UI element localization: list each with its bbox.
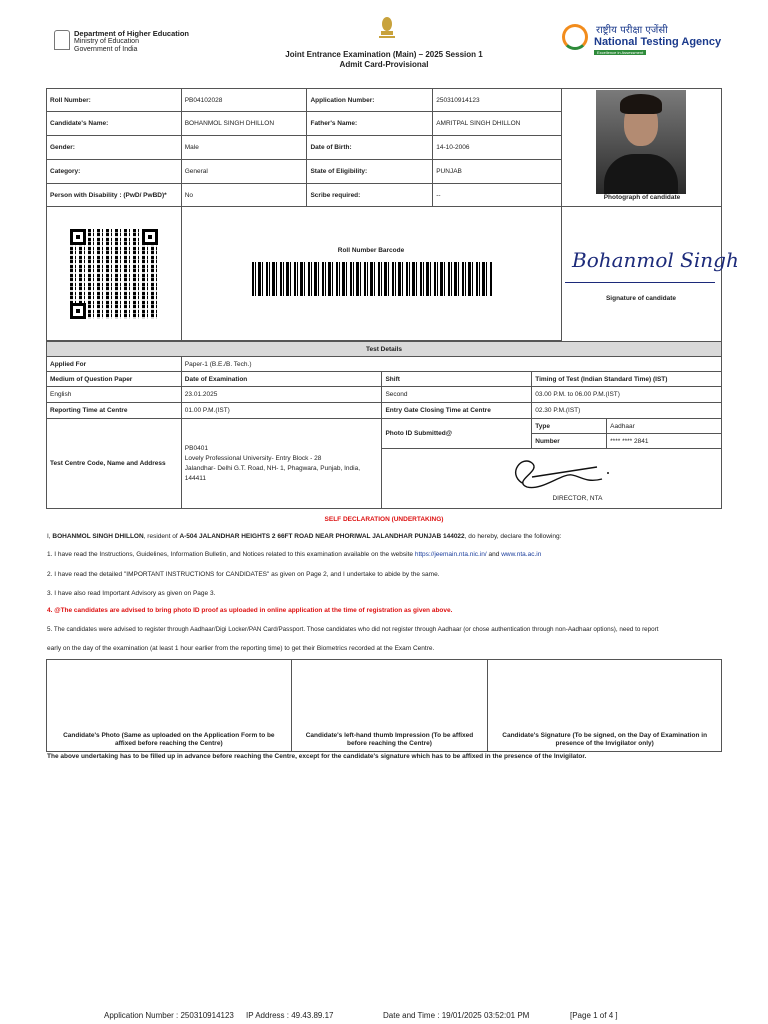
id-number-value: **** **** 2841 xyxy=(607,434,722,449)
intro-name: BOHANMOL SINGH DHILLON xyxy=(52,533,144,540)
roll-label: Roll Number: xyxy=(47,89,182,112)
centre-line: Lovely Professional University- Entry Block - 28 xyxy=(184,454,322,462)
candidate-signature-box: Candidate's Signature (To be signed, on the Day of Examination in presence of the Invigilator only) xyxy=(488,660,722,752)
table-row xyxy=(47,112,562,136)
intro-address: A-504 JALANDHAR HEIGHTS 2 66FT ROAD NEAR PHORIWAL JALANDHAR PUNJAB 144022 xyxy=(179,533,465,540)
timing-label: Timing of Test (Indian Standard Time) (IST) xyxy=(532,372,722,387)
id-type-value: Aadhaar xyxy=(607,419,722,434)
application-label: Application Number: xyxy=(307,89,433,112)
id-number-label: Number xyxy=(532,434,607,449)
footer-ip: IP Address : 49.43.89.17 xyxy=(246,1011,334,1020)
scribe-value: -- xyxy=(433,184,562,207)
shift-label: Shift xyxy=(382,372,532,387)
medium-value: English xyxy=(47,387,182,403)
declaration-point-5a: 5. The candidates were advised to register through Aadhaar/Digi Locker/PAN Card/Passport. Those candidates who did not register through Aadhaar (or chose authentication through non-Aadhaar options), need to report xyxy=(47,626,659,633)
shift-value: Second xyxy=(382,387,532,403)
intro-text: , do hereby, declare the following: xyxy=(464,533,562,540)
jeemain-link[interactable]: https://jeemain.nta.nic.in/ xyxy=(414,551,487,558)
name-value: BOHANMOL SINGH DHILLON xyxy=(181,112,307,136)
reporting-label: Reporting Time at Centre xyxy=(47,403,182,419)
pwd-value: No xyxy=(181,184,307,207)
father-label: Father's Name: xyxy=(307,112,433,136)
roll-barcode xyxy=(252,262,492,296)
declaration-point-2: 2. I have read the detailed "IMPORTANT INSTRUCTIONS for CANDIDATES" as given on Page 2, and I undertake to abide by the same. xyxy=(47,571,440,578)
table-row xyxy=(47,403,722,419)
test-details-table xyxy=(46,341,722,509)
test-details-header: Test Details xyxy=(47,342,722,357)
point-text: and xyxy=(486,551,502,558)
table-row xyxy=(47,372,722,387)
gender-value: Male xyxy=(181,136,307,160)
footer-application: Application Number : 250310914123 xyxy=(104,1011,234,1020)
table-row xyxy=(47,89,562,112)
photo-id-label: Photo ID Submitted@ xyxy=(382,419,532,449)
declaration-point-1 xyxy=(47,551,541,558)
table-row xyxy=(47,387,722,403)
director-title: DIRECTOR, NTA xyxy=(552,495,603,502)
applied-label: Applied For xyxy=(47,357,182,372)
nta-logo-icon xyxy=(562,24,588,50)
category-value: General xyxy=(181,160,307,184)
dept-block xyxy=(54,29,190,53)
exam-name: Joint Entrance Examination (Main) – 2025 Session 1 xyxy=(285,50,483,59)
centre-line: 144411 xyxy=(184,474,207,482)
gate-value: 02.30 P.M.(IST) xyxy=(532,403,722,419)
document-title: Admit Card-Provisional xyxy=(339,60,429,69)
candidate-photo xyxy=(596,90,686,194)
scribe-label: Scribe required: xyxy=(307,184,433,207)
reporting-value: 01.00 P.M.(IST) xyxy=(181,403,382,419)
timing-value: 03.00 P.M. to 06.00 P.M.(IST) xyxy=(532,387,722,403)
dept-name: Department of Higher Education xyxy=(74,29,190,38)
dob-label: Date of Birth: xyxy=(307,136,433,160)
intro-text: , resident of xyxy=(143,533,180,540)
nta-link[interactable]: www.nta.ac.in xyxy=(501,551,542,558)
undertaking-boxes xyxy=(46,659,722,752)
date-value: 23.01.2025 xyxy=(181,387,382,403)
centre-code: PB0401 xyxy=(184,444,208,452)
medium-label: Medium of Question Paper xyxy=(47,372,182,387)
nta-hindi-name: राष्ट्रीय परीक्षा एजेंसी xyxy=(596,25,668,36)
footer-datetime: Date and Time : 19/01/2025 03:52:01 PM xyxy=(383,1011,530,1020)
director-signature-cell xyxy=(382,449,722,509)
applied-value: Paper-1 (B.E./B. Tech.) xyxy=(181,357,721,372)
qr-code xyxy=(70,229,158,319)
pwd-label: Person with Disability : (PwD/ PwBD)* xyxy=(47,184,182,207)
application-value: 250310914123 xyxy=(433,89,562,112)
table-row xyxy=(47,184,562,207)
candidate-signature: Bohanmol Singh xyxy=(572,248,739,272)
signature-caption: Signature of candidate xyxy=(605,295,677,302)
dob-value: 14-10-2006 xyxy=(433,136,562,160)
declaration-point-3: 3. I have also read Important Advisory as given on Page 3. xyxy=(47,590,216,597)
national-emblem-icon xyxy=(54,30,70,50)
id-type-label: Type xyxy=(532,419,607,434)
exam-title xyxy=(0,50,768,70)
table-row xyxy=(47,342,722,357)
centre-line: Jalandhar- Delhi G.T. Road, NH- 1, Phagwara, Punjab, India, xyxy=(184,464,361,472)
declaration-title: SELF DECLARATION (UNDERTAKING) xyxy=(324,516,444,523)
table-row xyxy=(47,419,722,434)
state-value: PUNJAB xyxy=(433,160,562,184)
table-row xyxy=(47,357,722,372)
candidate-photo-box: Candidate's Photo (Same as uploaded on the Application Form to be affixed before reaching the Centre) xyxy=(47,660,292,752)
table-row xyxy=(47,660,722,752)
nta-name: National Testing Agency xyxy=(594,36,722,48)
roll-value: PB04102028 xyxy=(181,89,307,112)
gate-label: Entry Gate Closing Time at Centre xyxy=(382,403,532,419)
national-emblem-icon xyxy=(377,16,397,42)
photo-caption: Photograph of candidate xyxy=(603,194,681,201)
state-label: State of Eligibility: xyxy=(307,160,433,184)
date-label: Date of Examination xyxy=(181,372,382,387)
declaration-point-4: 4. @The candidates are advised to bring photo ID proof as uploaded in online application at the time of registration as given above. xyxy=(47,607,453,614)
father-value: AMRITPAL SINGH DHILLON xyxy=(433,112,562,136)
table-row xyxy=(47,136,562,160)
divider xyxy=(561,206,722,207)
intro-text: I, xyxy=(47,533,53,540)
thumb-impression-box: Candidate's left-hand thumb Impression (To be affixed before reaching the Centre) xyxy=(291,660,488,752)
gender-label: Gender: xyxy=(47,136,182,160)
signature-underline xyxy=(565,282,715,283)
government-name: Government of India xyxy=(74,46,138,53)
name-label: Candidate's Name: xyxy=(47,112,182,136)
declaration-point-5b: early on the day of the examination (at least 1 hour earlier from the reporting time) to get their Biometrics recorded at the Exam Centre. xyxy=(47,645,435,652)
barcode-label: Roll Number Barcode xyxy=(337,247,405,254)
centre-address xyxy=(181,419,382,509)
category-label: Category: xyxy=(47,160,182,184)
nta-logo-block xyxy=(562,24,722,55)
declaration-intro xyxy=(47,533,561,540)
director-signature xyxy=(502,453,612,493)
point-text: 1. I have read the Instructions, Guidelines, Information Bulletin, and Notices related to this examination available on the website xyxy=(47,551,415,558)
footer-page: [Page 1 of 4 ] xyxy=(570,1011,618,1020)
undertaking-note: The above undertaking has to be filled up in advance before reaching the Centre, except for the candidate's signature which has to be affixed in the presence of the Invigilator. xyxy=(47,753,587,760)
candidate-photo-area xyxy=(562,88,722,206)
nta-tagline: Excellence in Assessment xyxy=(594,50,646,55)
ministry-name: Ministry of Education xyxy=(74,38,139,45)
centre-label: Test Centre Code, Name and Address xyxy=(47,419,182,509)
table-row xyxy=(47,160,562,184)
